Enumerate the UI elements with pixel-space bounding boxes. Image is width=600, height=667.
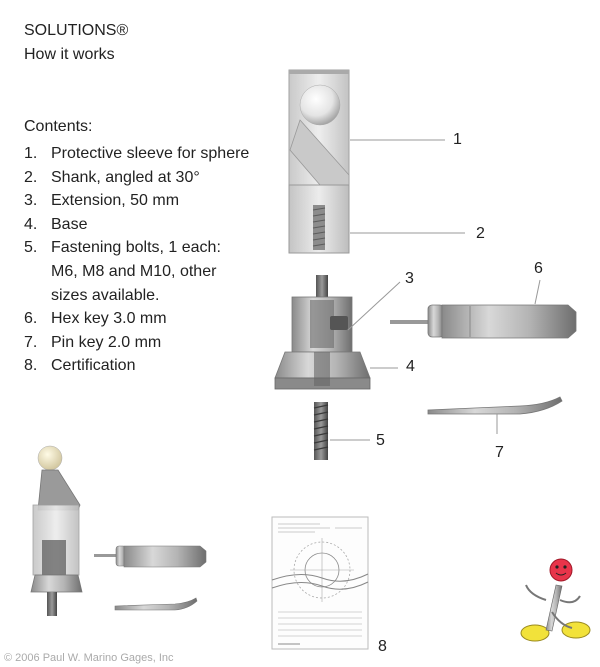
callout-4: 4 (406, 358, 415, 375)
copyright-text: © 2006 Paul W. Marino Gages, Inc (4, 652, 174, 664)
list-item: 4. Base (24, 215, 88, 233)
contents-heading: Contents: (24, 118, 93, 135)
list-item: 3. Extension, 50 mm (24, 192, 180, 210)
callout-7: 7 (495, 444, 504, 461)
callout-1: 1 (453, 131, 462, 148)
callout-3: 3 (405, 270, 414, 287)
pin-key (428, 397, 562, 414)
list-item: 8. Certification (24, 357, 136, 375)
callout-6: 6 (534, 260, 543, 277)
page-title: SOLUTIONS® (24, 22, 129, 39)
mascot-logo (521, 559, 590, 641)
protective-sleeve (289, 70, 349, 185)
certification-document (272, 517, 368, 649)
hex-key (390, 305, 576, 338)
extension-and-base (275, 275, 370, 389)
list-item: 6. Hex key 3.0 mm (24, 310, 167, 328)
list-item: 2. Shank, angled at 30° (24, 168, 200, 186)
callout-2: 2 (476, 225, 485, 242)
assembled-view (31, 446, 206, 616)
list-item: 5. Fastening bolts, 1 each: M6, M8 and M10, other sizes available. (24, 239, 221, 304)
list-item: 7. Pin key 2.0 mm (24, 333, 162, 351)
fastening-bolt (314, 402, 328, 460)
angled-shank (289, 185, 349, 253)
callout-5: 5 (376, 432, 385, 449)
list-item: 1. Protective sleeve for sphere (24, 145, 250, 162)
page-subtitle: How it works (24, 46, 115, 63)
callout-8: 8 (378, 638, 387, 655)
